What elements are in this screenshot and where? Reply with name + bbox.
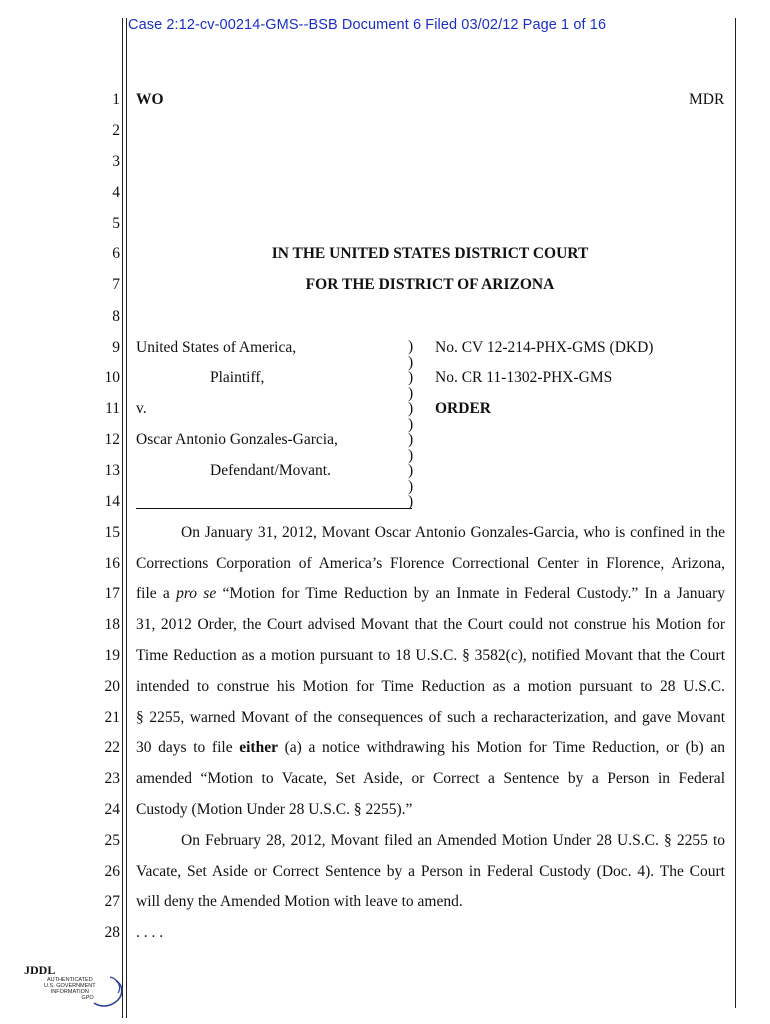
court-title-line-1: IN THE UNITED STATES DISTRICT COURT	[271, 245, 589, 262]
line-number: 3	[112, 153, 120, 170]
body-line-19: Time Reduction as a motion pursuant to 18 U.S.C. § 3582(c), notified Movant that the Court	[136, 647, 725, 664]
line-number: 2	[112, 122, 120, 139]
body-line-26: Vacate, Set Aside or Correct Sentence by a Person in Federal Custody (Doc. 4). The Court	[136, 863, 725, 880]
line-number: 13	[104, 462, 120, 479]
right-margin-rule	[735, 18, 736, 1008]
caption-paren: )	[408, 431, 414, 448]
line-number: 24	[104, 801, 120, 818]
body-line-20: intended to construe his Motion for Time Reduction as a motion pursuant to 28 U.S.C.	[136, 678, 725, 695]
versus-label: v.	[136, 400, 147, 417]
caption-paren: )	[408, 353, 414, 371]
either-bold: either	[239, 739, 278, 756]
line-number: 23	[104, 770, 120, 787]
order-title: ORDER	[435, 400, 491, 417]
line-number: 8	[112, 308, 120, 325]
body-line-25: On February 28, 2012, Movant filed an Amended Motion Under 28 U.S.C. § 2255 to	[181, 832, 725, 849]
line-number: 5	[112, 215, 120, 232]
caption-paren: )	[408, 462, 414, 479]
plaintiff-name: United States of America,	[136, 339, 297, 356]
defendant-role: Defendant/Movant.	[210, 462, 331, 479]
line-number: 18	[104, 616, 120, 633]
mdr-code: MDR	[689, 91, 725, 108]
defendant-name: Oscar Antonio Gonzales-Garcia,	[136, 431, 338, 448]
line-number: 15	[104, 524, 120, 541]
line-number: 21	[104, 709, 120, 726]
caption-paren: )	[408, 446, 414, 464]
caption-paren: )	[408, 477, 414, 495]
caption-paren: )	[408, 493, 414, 510]
body-line-17: file a pro se “Motion for Time Reduction by an Inmate in Federal Custody.” In a January	[136, 585, 725, 602]
caption-paren: )	[408, 338, 414, 355]
case-number-civil: No. CV 12-214-PHX-GMS (DKD)	[435, 339, 654, 356]
pro-se-italic: pro se	[176, 585, 217, 602]
court-title-line-2: FOR THE DISTRICT OF ARIZONA	[305, 276, 555, 293]
filing-header-stamp: Case 2:12-cv-00214-GMS--BSB Document 6 Filed 03/02/12 Page 1 of 16	[128, 17, 607, 33]
left-margin-rule	[122, 18, 123, 1018]
caption-paren: )	[408, 384, 414, 402]
case-number-criminal: No. CR 11-1302-PHX-GMS	[435, 369, 613, 386]
body-line-21: § 2255, warned Movant of the consequences of such a recharacterization, and gave Movant	[136, 709, 725, 726]
caption-paren: )	[408, 415, 414, 433]
body-line-16: Corrections Corporation of America’s Florence Correctional Center in Florence, Arizona,	[136, 555, 725, 572]
body-line-22: 30 days to file either (a) a notice withdrawing his Motion for Time Reduction, or (b) an	[136, 739, 725, 756]
plaintiff-role: Plaintiff,	[210, 369, 265, 386]
line-number: 20	[104, 678, 120, 695]
authentication-text: AUTHENTICATED U.S. GOVERNMENT INFORMATION GPO	[44, 977, 96, 1001]
jddl-mark: JDDL	[24, 963, 56, 977]
gpo-authentication-logo	[20, 963, 130, 1013]
line-number: 25	[104, 832, 120, 849]
line-number: 9	[112, 339, 120, 356]
wo-code: WO	[136, 91, 164, 108]
line-number: 14	[104, 493, 120, 510]
body-line-15: On January 31, 2012, Movant Oscar Antonio Gonzales-Garcia, who is confined in the	[181, 524, 725, 541]
body-line-24: Custody (Motion Under 28 U.S.C. § 2255).”	[136, 801, 413, 818]
line-number: 12	[104, 431, 120, 448]
body-line-18: 31, 2012 Order, the Court advised Movant that the Court could not construe his Motion for	[136, 616, 725, 633]
body-line-28: . . . .	[136, 924, 164, 941]
line-number: 4	[112, 184, 120, 201]
caption-underline	[136, 508, 412, 509]
body-line-27: will deny the Amended Motion with leave to amend.	[136, 893, 463, 910]
line-number: 16	[104, 555, 120, 572]
left-margin-rule-inner	[126, 18, 127, 1018]
body-line-23: amended “Motion to Vacate, Set Aside, or Correct a Sentence by a Person in Federal	[136, 770, 725, 787]
line-number: 7	[112, 276, 120, 293]
caption-paren: )	[408, 369, 414, 386]
line-number: 11	[105, 400, 120, 417]
caption-paren: )	[408, 400, 414, 417]
line-number: 27	[104, 893, 120, 910]
line-number: 1	[112, 91, 120, 108]
line-number: 10	[104, 369, 120, 386]
line-number: 22	[104, 739, 120, 756]
line-number: 17	[104, 585, 120, 602]
line-number: 19	[104, 647, 120, 664]
line-number: 6	[112, 245, 120, 262]
line-number: 26	[104, 863, 120, 880]
line-number: 28	[104, 924, 120, 941]
